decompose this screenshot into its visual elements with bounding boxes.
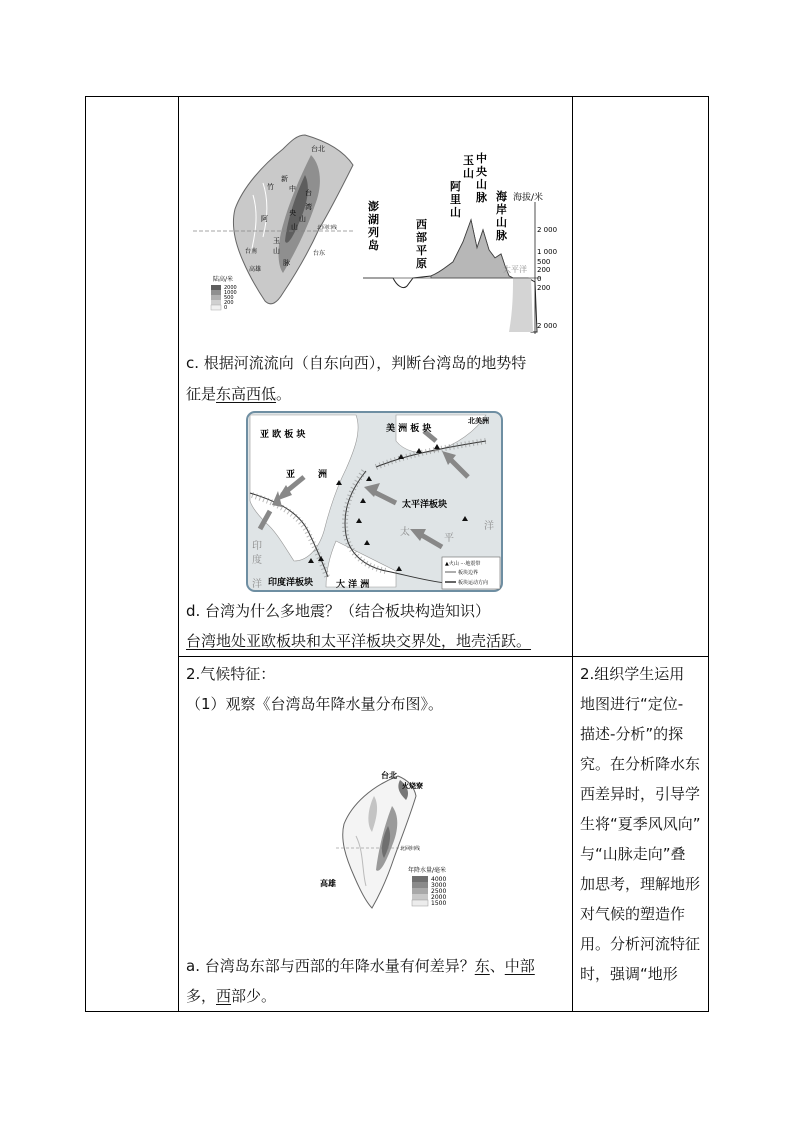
svg-text:2500: 2500 bbox=[431, 888, 447, 895]
answer-a-line2-post: 部少。 bbox=[231, 987, 277, 1005]
table-left-border bbox=[85, 96, 86, 1012]
label-alishan bbox=[450, 179, 461, 219]
plate-legend bbox=[442, 557, 500, 589]
label-ocean-yang: 洋 bbox=[484, 521, 494, 532]
rain-label-huoshaoliao: 火烧寮 bbox=[402, 782, 423, 790]
map-label-6: 山 bbox=[299, 215, 306, 223]
question-c-line2-suffix: 。 bbox=[276, 385, 292, 403]
question-a bbox=[186, 956, 535, 976]
svg-text:200: 200 bbox=[537, 284, 551, 292]
label-oceania: 大 洋 洲 bbox=[336, 580, 370, 590]
svg-text:500: 500 bbox=[537, 258, 551, 266]
label-american-plate: 美 洲 板 块 bbox=[386, 424, 432, 434]
question-a-line2 bbox=[186, 986, 276, 1006]
svg-text:▲火山 ⋯地震带: ▲火山 ⋯地震带 bbox=[445, 561, 481, 567]
svg-text:4000: 4000 bbox=[431, 876, 447, 883]
svg-text:2000: 2000 bbox=[224, 285, 237, 291]
svg-text:2 000: 2 000 bbox=[537, 226, 558, 234]
svg-text:200: 200 bbox=[224, 300, 234, 306]
label-north-america: 北美洲 bbox=[468, 417, 489, 425]
svg-text:3000: 3000 bbox=[431, 882, 447, 889]
label-yushan bbox=[463, 153, 474, 180]
rain-label-taipei: 台北 bbox=[381, 771, 397, 780]
teaching-note-line-5: 西差异时，引导学 bbox=[580, 785, 701, 803]
map-label-5: 湾 bbox=[305, 203, 312, 211]
label-penghu bbox=[367, 199, 379, 252]
map-label-3: 中 bbox=[289, 185, 296, 193]
answer-d: 台湾地处亚欧板块和太平洋板块交界处，地壳活跃。 bbox=[186, 632, 532, 650]
teaching-note-line-9: 对气候的塑造作 bbox=[580, 905, 686, 923]
table-col-divider-2 bbox=[572, 96, 573, 1012]
teaching-note-line-1: 2.组织学生运用 bbox=[580, 665, 685, 683]
teaching-note-line-11: 时，强调“地形 bbox=[580, 965, 678, 983]
taiwan-rainfall-map bbox=[316, 766, 466, 916]
rain-label-kaohsiung: 高雄 bbox=[320, 879, 336, 888]
teaching-note-line-7: 与“山脉走向”叠 bbox=[580, 845, 686, 863]
label-eurasian-plate: 亚 欧 板 块 bbox=[260, 430, 306, 440]
teaching-note-line-2: 地图进行“定位- bbox=[580, 695, 684, 713]
question-c-line2 bbox=[186, 384, 291, 404]
label-asia-zhou: 洲 bbox=[318, 470, 328, 480]
plate-boundary-map bbox=[246, 411, 503, 592]
map-label-taitung: 台东 bbox=[313, 250, 326, 257]
table-row-divider bbox=[178, 656, 709, 657]
answer-a-central: 中部 bbox=[504, 957, 535, 975]
svg-text:2 000: 2 000 bbox=[537, 322, 558, 330]
svg-text:1000: 1000 bbox=[224, 290, 237, 296]
table-right-border bbox=[708, 96, 709, 1012]
label-indian-ocean-3: 洋 bbox=[252, 579, 262, 590]
map-label-13: 山 bbox=[273, 247, 280, 255]
question-c-line2-prefix: 征是 bbox=[186, 385, 217, 403]
map-label-16: 阿 bbox=[261, 215, 268, 223]
profile-axis-ticks bbox=[537, 226, 557, 330]
teaching-note-line-6: 生将“夏季风风向” bbox=[580, 815, 701, 833]
answer-a-west: 西 bbox=[216, 987, 232, 1005]
map-label-4: 台 bbox=[305, 189, 312, 197]
teaching-note-line-4: 究。在分析降水东 bbox=[580, 755, 701, 773]
label-pacific: 太平洋 bbox=[503, 265, 527, 274]
svg-text:板块运动方向: 板块运动方向 bbox=[458, 580, 489, 586]
svg-text:玉山: 玉山 bbox=[463, 154, 474, 180]
svg-text:年降水量/毫米: 年降水量/毫米 bbox=[408, 867, 447, 874]
svg-text:西部平原: 西部平原 bbox=[416, 218, 427, 270]
map-label-taipei: 台北 bbox=[311, 145, 325, 153]
answer-a-line2-pre: 多， bbox=[186, 987, 217, 1005]
label-ocean-tai: 太 bbox=[400, 527, 410, 538]
question-c: c. 根据河流流向（自东向西），判断台湾岛的地势特 bbox=[186, 354, 527, 372]
map-label-8: 山 bbox=[291, 223, 298, 231]
label-indian-plate: 印度洋板块 bbox=[268, 578, 314, 588]
map-label-1: 新 bbox=[281, 175, 288, 183]
label-coastal-range bbox=[496, 189, 508, 242]
profile-axis-title: 海拔/米 bbox=[513, 193, 544, 203]
svg-text:200: 200 bbox=[537, 266, 551, 274]
svg-text:中央山脉: 中央山脉 bbox=[476, 152, 487, 204]
answer-c: 东高西低 bbox=[216, 385, 277, 403]
rain-label-tropic: 北回归线 bbox=[400, 846, 421, 852]
table-col-divider-1 bbox=[178, 96, 179, 1012]
svg-text:0: 0 bbox=[537, 275, 542, 283]
svg-text:海岸山脉: 海岸山脉 bbox=[496, 190, 507, 242]
svg-text:澎湖列岛: 澎湖列岛 bbox=[368, 200, 379, 252]
map-label-kaohsiung: 高雄 bbox=[249, 266, 262, 273]
label-ocean-ping: 平 bbox=[444, 533, 454, 544]
svg-text:1500: 1500 bbox=[431, 900, 447, 907]
answer-a-sep: 、 bbox=[489, 957, 505, 975]
teaching-note-line-8: 加思考，理解地形 bbox=[580, 875, 701, 893]
svg-text:500: 500 bbox=[224, 295, 234, 301]
svg-text:板块边界: 板块边界 bbox=[458, 570, 479, 576]
rainfall-legend bbox=[408, 866, 446, 907]
map-label-tropic: 北回归线 bbox=[317, 225, 338, 231]
answer-a-east: 东 bbox=[474, 957, 490, 975]
teaching-note-line-10: 用。分析河流特征 bbox=[580, 935, 701, 953]
label-indian-ocean-2: 度 bbox=[252, 555, 262, 566]
terrain-legend bbox=[211, 275, 237, 311]
svg-text:2000: 2000 bbox=[431, 894, 447, 901]
map-label-tainan: 台南 bbox=[245, 248, 258, 255]
label-indian-ocean-1: 印 bbox=[252, 541, 262, 552]
climate-step-1: （1）观察《台湾岛年降水量分布图》。 bbox=[186, 695, 444, 713]
climate-heading: 2.气候特征： bbox=[186, 665, 276, 683]
map-label-12: 玉 bbox=[273, 237, 280, 245]
question-a-text: a. 台湾岛东部与西部的年降水量有何差异？ bbox=[186, 957, 475, 975]
question-d: d. 台湾为什么多地震？（结合板块构造知识） bbox=[186, 602, 491, 620]
teaching-note-line-3: 描述-分析”的探 bbox=[580, 725, 684, 743]
map-label-7: 央 bbox=[289, 209, 296, 217]
label-asia-ya: 亚 bbox=[286, 470, 296, 480]
svg-text:阿里山: 阿里山 bbox=[450, 180, 461, 219]
map-label-2: 竹 bbox=[267, 183, 274, 191]
label-pacific-plate: 太平洋板块 bbox=[402, 500, 448, 510]
label-central-range bbox=[476, 151, 488, 204]
terrain-profile bbox=[363, 150, 568, 340]
map-label-9: 脉 bbox=[283, 259, 290, 267]
svg-text:0: 0 bbox=[224, 305, 228, 311]
label-western-plain bbox=[416, 217, 427, 270]
svg-text:1 000: 1 000 bbox=[537, 248, 558, 256]
svg-text:陆高/米: 陆高/米 bbox=[213, 276, 234, 283]
taiwan-terrain-map bbox=[193, 125, 363, 315]
